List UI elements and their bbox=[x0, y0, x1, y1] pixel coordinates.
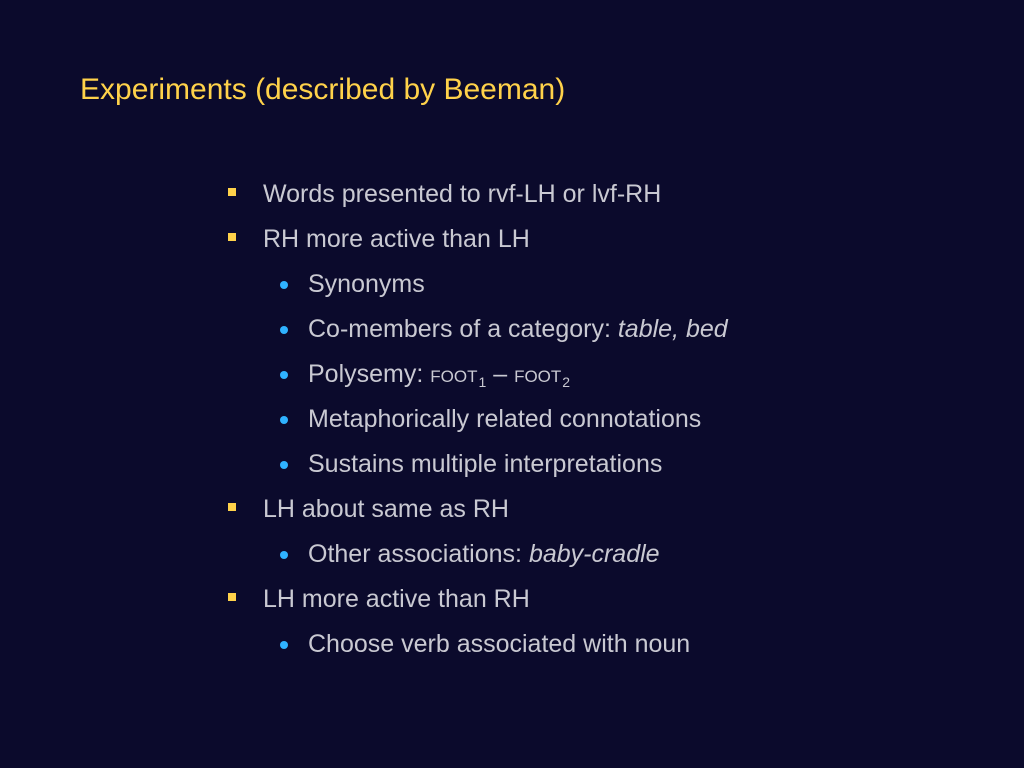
bullet-item bbox=[226, 487, 986, 532]
example-words: table, bed bbox=[617, 315, 728, 343]
sub-bullet-text: Other associations: bbox=[308, 540, 529, 568]
polysemy-term-1: FOOT bbox=[430, 367, 478, 386]
example-words: baby-cradle bbox=[528, 540, 660, 568]
bullet-text: RH more active than LH bbox=[263, 225, 530, 253]
sub-bullet-item bbox=[226, 352, 986, 397]
polysemy-subscript-2: 2 bbox=[562, 374, 571, 390]
square-bullet-icon bbox=[228, 593, 236, 601]
polysemy-subscript-1: 1 bbox=[478, 374, 487, 390]
dot-bullet-icon bbox=[280, 371, 288, 379]
square-bullet-icon bbox=[228, 233, 236, 241]
square-bullet-icon bbox=[228, 503, 236, 511]
sub-bullet-item bbox=[226, 307, 986, 352]
bullet-text: LH more active than RH bbox=[263, 585, 530, 613]
sub-bullet-text: Sustains multiple interpretations bbox=[308, 450, 663, 478]
sub-bullet-text: Polysemy: bbox=[308, 360, 431, 388]
sub-bullet-item bbox=[226, 622, 986, 667]
dot-bullet-icon bbox=[280, 326, 288, 334]
bullet-list bbox=[226, 172, 986, 667]
sub-bullet-item bbox=[226, 442, 986, 487]
sub-bullet-item bbox=[226, 397, 986, 442]
sub-bullet-item bbox=[226, 262, 986, 307]
polysemy-term-2: FOOT bbox=[514, 367, 562, 386]
sub-bullet-text: Choose verb associated with noun bbox=[308, 630, 691, 658]
polysemy-dash: – bbox=[486, 360, 515, 388]
sub-bullet-item bbox=[226, 532, 986, 577]
dot-bullet-icon bbox=[280, 416, 288, 424]
bullet-item bbox=[226, 577, 986, 622]
dot-bullet-icon bbox=[280, 281, 288, 289]
dot-bullet-icon bbox=[280, 641, 288, 649]
dot-bullet-icon bbox=[280, 461, 288, 469]
dot-bullet-icon bbox=[280, 551, 288, 559]
bullet-text: Words presented to rvf-LH or lvf-RH bbox=[263, 180, 662, 208]
bullet-item bbox=[226, 217, 986, 262]
sub-bullet-text: Synonyms bbox=[308, 270, 425, 298]
sub-bullet-text: Metaphorically related connotations bbox=[308, 405, 702, 433]
bullet-text: LH about same as RH bbox=[263, 495, 509, 523]
square-bullet-icon bbox=[228, 188, 236, 196]
slide-title: Experiments (described by Beeman) bbox=[80, 73, 566, 106]
bullet-item bbox=[226, 172, 986, 217]
sub-bullet-text: Co-members of a category: bbox=[308, 315, 618, 343]
